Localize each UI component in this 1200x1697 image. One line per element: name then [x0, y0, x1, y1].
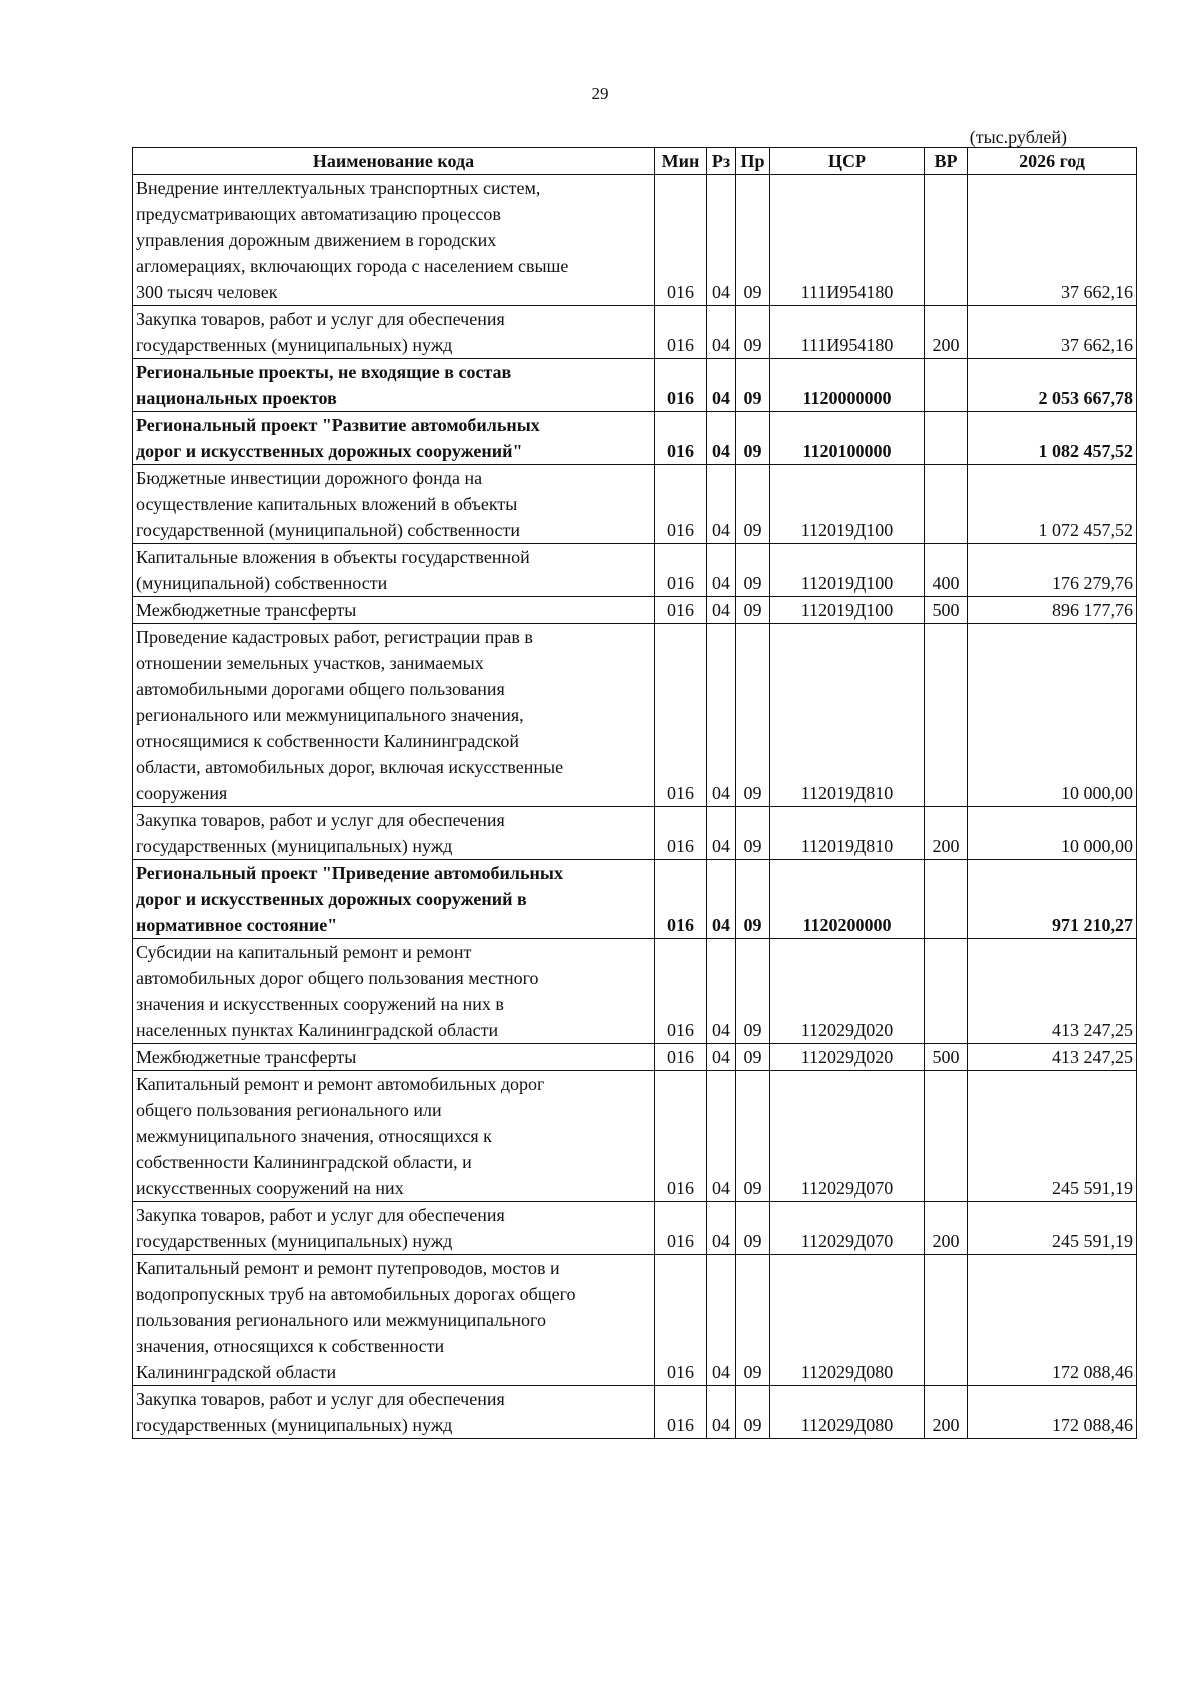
row-amount: 971 210,27: [968, 860, 1137, 939]
row-pr: 09: [736, 1202, 770, 1255]
row-amount: 245 591,19: [968, 1202, 1137, 1255]
row-pr: 09: [736, 1044, 770, 1071]
table-row: [133, 1255, 1137, 1386]
row-vr: [925, 860, 968, 939]
row-csr: 112019Д810: [770, 624, 925, 807]
row-pr: 09: [736, 624, 770, 807]
row-min: 016: [655, 544, 707, 597]
table-row: [133, 1202, 1137, 1255]
row-amount: 172 088,46: [968, 1386, 1137, 1439]
row-vr: 200: [925, 1386, 968, 1439]
budget-table: [132, 147, 1137, 1439]
header-vr: ВР: [925, 148, 968, 175]
table-row: [133, 624, 1137, 807]
row-rz: 04: [707, 1255, 736, 1386]
row-name: Региональный проект "Развитие автомобильных дорог и искусственных дорожных сооружений": [133, 412, 655, 465]
row-pr: 09: [736, 175, 770, 306]
row-rz: 04: [707, 1071, 736, 1202]
row-name: Межбюджетные трансферты: [133, 597, 655, 624]
row-csr: 112029Д080: [770, 1255, 925, 1386]
row-csr: 112029Д020: [770, 939, 925, 1044]
row-csr: 112019Д100: [770, 465, 925, 544]
row-min: 016: [655, 939, 707, 1044]
row-csr: 112019Д810: [770, 807, 925, 860]
row-vr: [925, 624, 968, 807]
row-min: 016: [655, 1255, 707, 1386]
row-vr: [925, 1255, 968, 1386]
row-pr: 09: [736, 359, 770, 412]
row-vr: 200: [925, 1202, 968, 1255]
row-min: 016: [655, 359, 707, 412]
row-name: Субсидии на капитальный ремонт и ремонт автомобильных дорог общего пользования местного значения и искусственных сооружений на них в населенных пунктах Калининградской области: [133, 939, 655, 1044]
row-pr: 09: [736, 306, 770, 359]
header-name: Наименование кода: [133, 148, 655, 175]
row-min: 016: [655, 1071, 707, 1202]
row-amount: 10 000,00: [968, 624, 1137, 807]
row-rz: 04: [707, 359, 736, 412]
row-amount: 172 088,46: [968, 1255, 1137, 1386]
row-name: Бюджетные инвестиции дорожного фонда на осуществление капитальных вложений в объекты государственной (муниципальной) собственности: [133, 465, 655, 544]
row-vr: [925, 359, 968, 412]
row-amount: 37 662,16: [968, 175, 1137, 306]
row-csr: 111И954180: [770, 306, 925, 359]
row-vr: 400: [925, 544, 968, 597]
row-csr: 112029Д070: [770, 1071, 925, 1202]
table-row: [133, 412, 1137, 465]
row-csr: 112029Д020: [770, 1044, 925, 1071]
row-vr: [925, 1071, 968, 1202]
header-min: Мин: [655, 148, 707, 175]
row-csr: 111И954180: [770, 175, 925, 306]
row-min: 016: [655, 860, 707, 939]
row-csr: 1120000000: [770, 359, 925, 412]
row-name: Региональные проекты, не входящие в состав национальных проектов: [133, 359, 655, 412]
row-rz: 04: [707, 544, 736, 597]
row-csr: 1120200000: [770, 860, 925, 939]
header-year: 2026 год: [968, 148, 1137, 175]
row-rz: 04: [707, 465, 736, 544]
row-vr: [925, 939, 968, 1044]
row-min: 016: [655, 465, 707, 544]
row-csr: 1120100000: [770, 412, 925, 465]
row-name: Проведение кадастровых работ, регистрации прав в отношении земельных участков, занимаемых автомобильными дорогами общего пользования регионального или межмуниципального значения, относящимися к собственности Калининградской области, автомобильных дорог, включая искусственные сооружения: [133, 624, 655, 807]
row-name: Региональный проект "Приведение автомобильных дорог и искусственных дорожных сооружений в нормативное состояние": [133, 860, 655, 939]
table-header-row: [133, 148, 1137, 175]
row-vr: 500: [925, 597, 968, 624]
row-amount: 1 072 457,52: [968, 465, 1137, 544]
row-rz: 04: [707, 1044, 736, 1071]
table-row: [133, 939, 1137, 1044]
row-rz: 04: [707, 175, 736, 306]
row-name: Капитальный ремонт и ремонт путепроводов, мостов и водопропускных труб на автомобильных дорогах общего пользования регионального или межмуниципального значения, относящихся к собственности Калининградской области: [133, 1255, 655, 1386]
header-rz: Рз: [707, 148, 736, 175]
row-amount: 413 247,25: [968, 939, 1137, 1044]
row-vr: [925, 412, 968, 465]
row-amount: 10 000,00: [968, 807, 1137, 860]
row-name: Межбюджетные трансферты: [133, 1044, 655, 1071]
row-pr: 09: [736, 1071, 770, 1202]
row-rz: 04: [707, 412, 736, 465]
row-min: 016: [655, 306, 707, 359]
row-vr: 500: [925, 1044, 968, 1071]
row-min: 016: [655, 412, 707, 465]
row-min: 016: [655, 1044, 707, 1071]
row-min: 016: [655, 1386, 707, 1439]
row-rz: 04: [707, 306, 736, 359]
row-pr: 09: [736, 939, 770, 1044]
row-vr: [925, 175, 968, 306]
page-number: 29: [591, 84, 609, 103]
row-pr: 09: [736, 412, 770, 465]
row-amount: 176 279,76: [968, 544, 1137, 597]
units-label: (тыс.рублей): [969, 127, 1067, 147]
row-name: Закупка товаров, работ и услуг для обеспечения государственных (муниципальных) нужд: [133, 306, 655, 359]
row-csr: 112029Д070: [770, 1202, 925, 1255]
table-row: [133, 306, 1137, 359]
table-row: [133, 175, 1137, 306]
row-min: 016: [655, 175, 707, 306]
row-name: Закупка товаров, работ и услуг для обеспечения государственных (муниципальных) нужд: [133, 1386, 655, 1439]
table-row: [133, 597, 1137, 624]
row-min: 016: [655, 597, 707, 624]
row-pr: 09: [736, 1386, 770, 1439]
table-row: [133, 359, 1137, 412]
row-min: 016: [655, 624, 707, 807]
table-row: [133, 1044, 1137, 1071]
row-pr: 09: [736, 465, 770, 544]
row-vr: [925, 465, 968, 544]
row-csr: 112029Д080: [770, 1386, 925, 1439]
table-row: [133, 807, 1137, 860]
row-amount: 37 662,16: [968, 306, 1137, 359]
row-name: Закупка товаров, работ и услуг для обеспечения государственных (муниципальных) нужд: [133, 1202, 655, 1255]
row-rz: 04: [707, 597, 736, 624]
table-row: [133, 544, 1137, 597]
header-pr: Пр: [736, 148, 770, 175]
row-pr: 09: [736, 544, 770, 597]
row-amount: 1 082 457,52: [968, 412, 1137, 465]
row-rz: 04: [707, 939, 736, 1044]
table-row: [133, 1071, 1137, 1202]
row-rz: 04: [707, 807, 736, 860]
row-name: Капитальные вложения в объекты государственной (муниципальной) собственности: [133, 544, 655, 597]
row-rz: 04: [707, 860, 736, 939]
row-name: Закупка товаров, работ и услуг для обеспечения государственных (муниципальных) нужд: [133, 807, 655, 860]
row-csr: 112019Д100: [770, 597, 925, 624]
row-name: Внедрение интеллектуальных транспортных систем, предусматривающих автоматизацию процессов управления дорожным движением в городских агломерациях, включающих города с населением свыше 300 тысяч человек: [133, 175, 655, 306]
table-row: [133, 1386, 1137, 1439]
row-min: 016: [655, 1202, 707, 1255]
row-pr: 09: [736, 860, 770, 939]
row-vr: 200: [925, 306, 968, 359]
row-pr: 09: [736, 807, 770, 860]
row-name: Капитальный ремонт и ремонт автомобильных дорог общего пользования регионального или межмуниципального значения, относящихся к собственности Калининградской области, и искусственных сооружений на них: [133, 1071, 655, 1202]
row-amount: 2 053 667,78: [968, 359, 1137, 412]
table-row: [133, 465, 1137, 544]
row-rz: 04: [707, 1202, 736, 1255]
row-amount: 896 177,76: [968, 597, 1137, 624]
row-rz: 04: [707, 624, 736, 807]
row-pr: 09: [736, 1255, 770, 1386]
row-min: 016: [655, 807, 707, 860]
table-row: [133, 860, 1137, 939]
row-pr: 09: [736, 597, 770, 624]
row-amount: 245 591,19: [968, 1071, 1137, 1202]
header-csr: ЦСР: [770, 148, 925, 175]
row-rz: 04: [707, 1386, 736, 1439]
row-amount: 413 247,25: [968, 1044, 1137, 1071]
row-vr: 200: [925, 807, 968, 860]
row-csr: 112019Д100: [770, 544, 925, 597]
